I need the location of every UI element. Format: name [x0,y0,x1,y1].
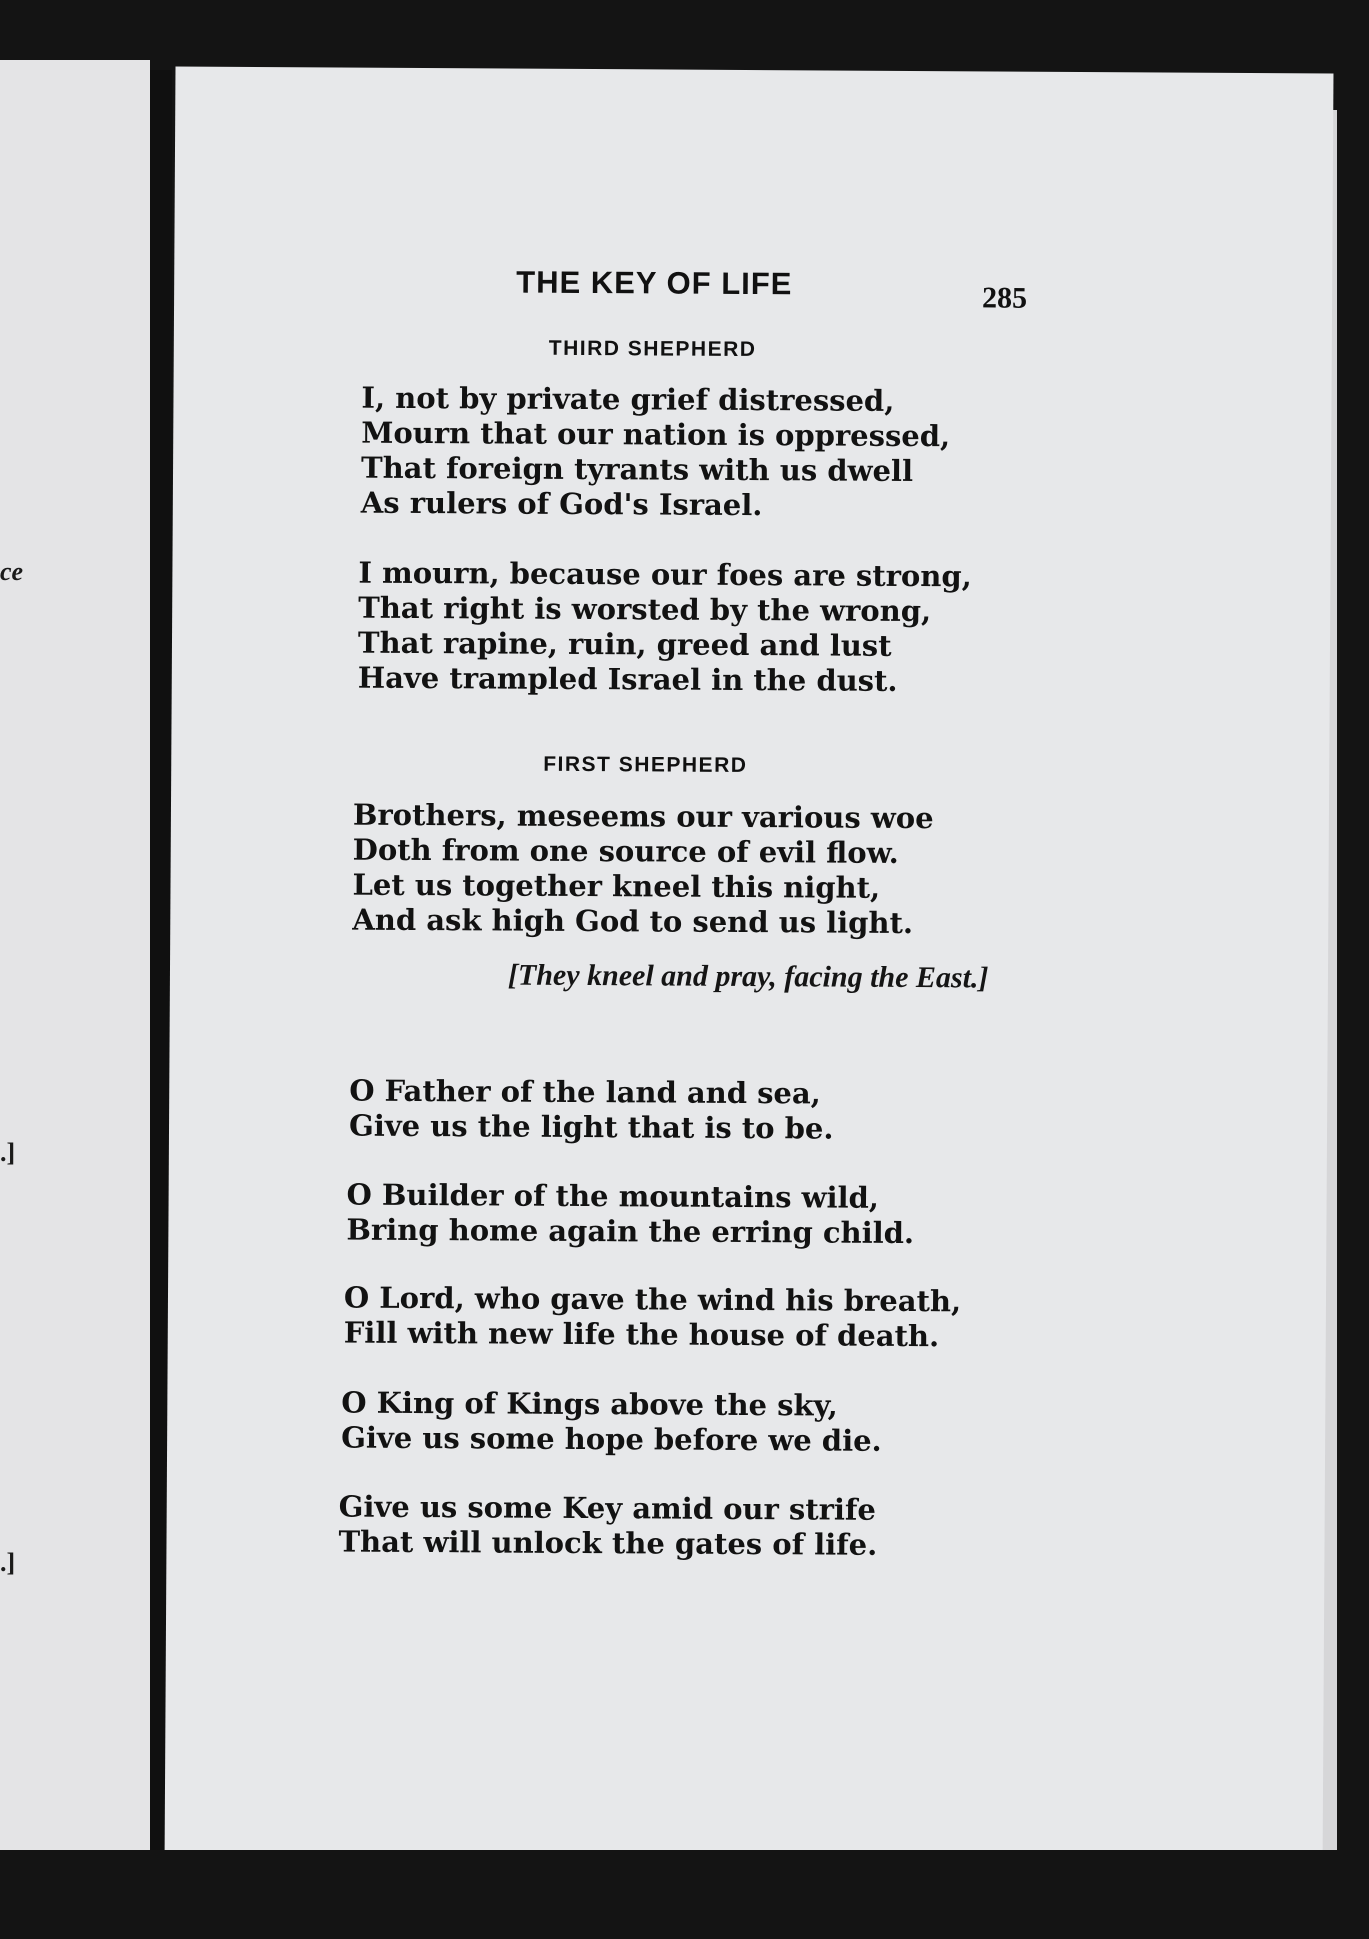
verse-line: As rulers of God's Israel. [360,485,763,523]
verse-line: Have trampled Israel in the dust. [357,660,898,698]
verse-line: Doth from one source of evil flow. [352,832,899,870]
verse-line: O King of Kings above the sky, [341,1385,838,1423]
stanza [361,381,951,525]
verse-line: O Lord, who gave the wind his breath, [343,1280,962,1319]
facing-page-left [0,60,150,1865]
stanza [338,1490,877,1563]
book-page [165,66,1334,1873]
verse-line: I, not by private grief distressed, [361,380,895,418]
left-page-text-fragment: .] [0,1138,16,1167]
verse-line: Let us together kneel this night, [352,867,881,905]
stage-direction: [They kneel and pray, facing the East.] [507,958,989,995]
verse-line: That will unlock the gates of life. [338,1524,878,1562]
stanza [341,1386,882,1459]
left-page-text-fragment: ce [0,557,24,586]
stanza [349,1074,834,1147]
verse-line: And ask high God to send us light. [352,902,914,941]
left-page-text-fragment: .] [0,1548,16,1577]
verse-line: Bring home again the erring child. [346,1212,915,1251]
speaker-heading: THIRD SHEPHERD [548,336,757,362]
verse-line: That right is worsted by the wrong, [358,590,932,629]
speaker-heading: FIRST SHEPHERD [543,752,748,777]
running-head: THE KEY OF LIFE [516,264,793,302]
verse-line: That rapine, ruin, greed and lust [357,625,892,663]
scanner-background [0,1850,1369,1939]
verse-line: That foreign tyrants with us dwell [360,450,914,488]
verse-line: O Builder of the mountains wild, [346,1177,880,1215]
verse-line: O Father of the land and sea, [349,1073,821,1111]
page-number: 285 [982,281,1028,315]
verse-line: Brothers, meseems our various woe [352,797,934,836]
verse-line: Fill with new life the house of death. [343,1315,940,1354]
verse-line: Give us the light that is to be. [348,1108,834,1146]
stanza [346,1178,914,1251]
stanza [358,556,972,700]
verse-line: I mourn, because our foes are strong, [358,555,972,594]
verse-line: Mourn that our nation is oppressed, [361,415,951,454]
verse-line: Give us some hope before we die. [341,1420,882,1458]
stanza [352,798,934,942]
verse-line: Give us some Key amid our strife [338,1489,876,1527]
stanza [344,1281,962,1355]
